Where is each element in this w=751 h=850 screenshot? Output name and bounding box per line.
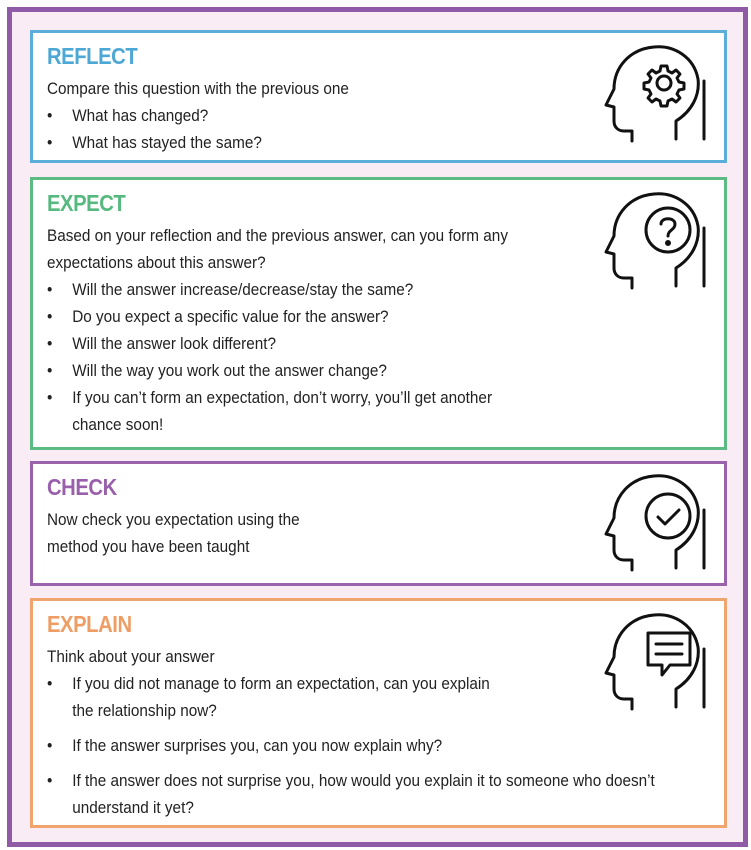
list-item: • Will the way you work out the answer change? xyxy=(47,357,508,384)
list-item: • Will the answer increase/decrease/stay the same? xyxy=(47,276,508,303)
list-item: • Do you expect a specific value for the answer? xyxy=(47,303,508,330)
expect-panel xyxy=(30,177,727,450)
list-item-line2: the relationship now? xyxy=(72,701,217,720)
head-speech-icon xyxy=(604,611,714,721)
head-gear-icon xyxy=(604,43,714,153)
explain-content xyxy=(47,643,655,821)
list-item-line2: understand it yet? xyxy=(72,798,194,817)
list-item-line1: • If you did not manage to form an expectation, can you explain xyxy=(72,674,490,693)
expect-heading: EXPECT xyxy=(47,190,126,216)
list-item xyxy=(47,767,655,821)
explain-list xyxy=(47,670,655,821)
poster-frame xyxy=(7,7,748,847)
explain-heading: EXPLAIN xyxy=(47,611,132,637)
head-check-icon xyxy=(604,472,714,582)
reflect-heading: REFLECT xyxy=(47,43,138,69)
check-panel xyxy=(30,461,727,586)
expect-content xyxy=(47,222,508,438)
list-item xyxy=(47,670,655,724)
head-question-icon xyxy=(604,190,714,300)
expect-intro-line2: expectations about this answer? xyxy=(47,253,266,272)
reflect-intro: Compare this question with the previous one xyxy=(47,79,349,98)
list-item-line1: • If the answer does not surprise you, how would you explain it to someone who doesn’t xyxy=(72,771,655,790)
list-item xyxy=(47,384,508,438)
list-item: • If the answer surprises you, can you now explain why? xyxy=(47,732,655,759)
check-content xyxy=(47,506,300,560)
check-intro-line2: method you have been taught xyxy=(47,537,250,556)
explain-panel xyxy=(30,598,727,828)
check-heading: CHECK xyxy=(47,474,117,500)
list-item-line2: chance soon! xyxy=(72,415,164,434)
list-item: • What has changed? xyxy=(47,102,349,129)
expect-intro-line1: Based on your reflection and the previous answer, can you form any xyxy=(47,226,508,245)
reflect-panel xyxy=(30,30,727,163)
reflect-list xyxy=(47,102,349,156)
check-intro-line1: Now check you expectation using the xyxy=(47,510,300,529)
expect-list xyxy=(47,276,508,438)
explain-intro: Think about your answer xyxy=(47,647,215,666)
list-item-line1: • If you can’t form an expectation, don’t worry, you’ll get another xyxy=(72,388,493,407)
list-item: • What has stayed the same? xyxy=(47,129,349,156)
reflect-content xyxy=(47,75,349,156)
list-item: • Will the answer look different? xyxy=(47,330,508,357)
